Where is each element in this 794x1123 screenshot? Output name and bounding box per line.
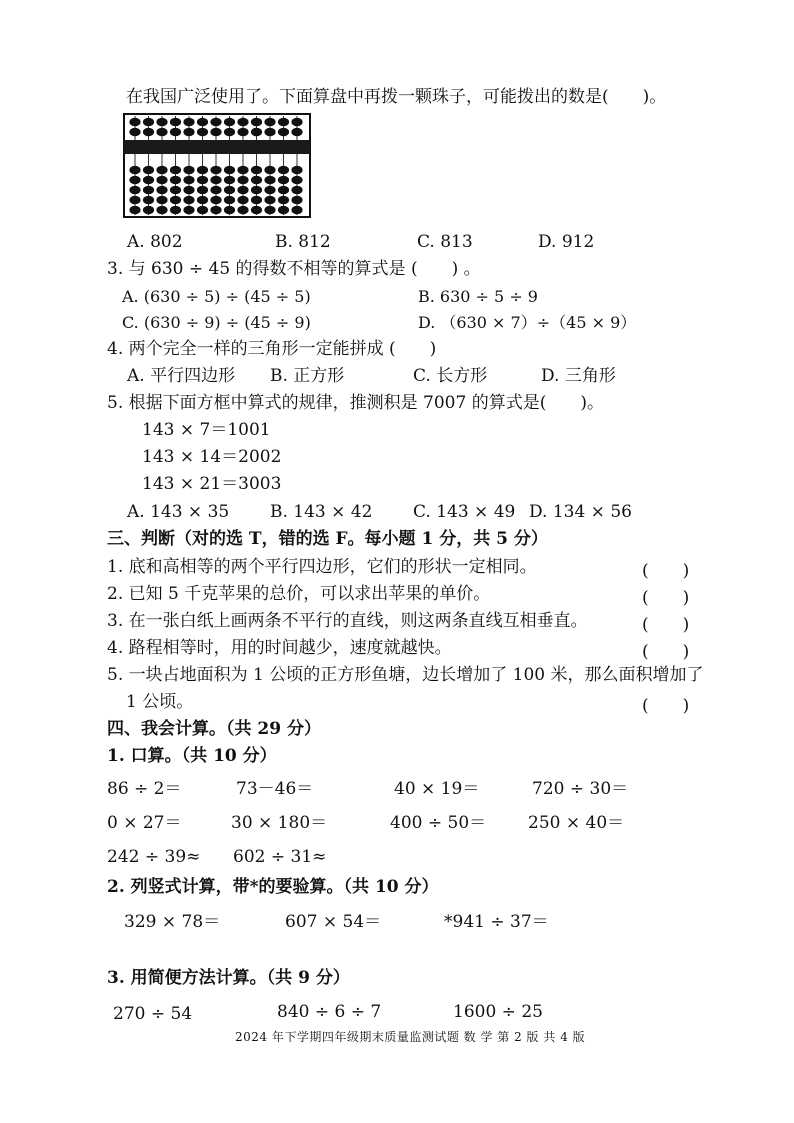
abacus-bead [224, 186, 235, 195]
abacus-bead [143, 186, 154, 195]
abacus-bead [183, 196, 194, 205]
judge-answer-bracket[interactable]: ( ) [642, 588, 690, 608]
abacus-bead [143, 206, 154, 215]
abacus-bead [278, 176, 289, 185]
q3-stem: 3. 与 630 ÷ 45 的得数不相等的算式是 ( ) 。 [107, 259, 481, 279]
abacus-bead [197, 128, 208, 137]
oral-calc-item: 720 ÷ 30＝ [532, 779, 629, 799]
abacus-bead [156, 128, 167, 137]
judge-item: 1. 底和高相等的两个平行四边形，它们的形状一定相同。 [107, 557, 537, 577]
abacus-bead [197, 196, 208, 205]
abacus-bead [251, 128, 262, 137]
page-footer: 2024 年下学期四年级期末质量监测试题 数 学 第 2 版 共 4 版 [235, 1030, 586, 1044]
q5-stem: 5. 根据下面方框中算式的规律，推测积是 7007 的算式是( )。 [107, 393, 604, 413]
judge-answer-bracket[interactable]: ( ) [642, 696, 690, 716]
abacus-bead [237, 196, 248, 205]
q5-pattern-line: 143 × 14＝2002 [142, 447, 282, 467]
abacus-bead [129, 166, 140, 175]
abacus-bead [278, 186, 289, 195]
vertical-calc-item: 329 × 78＝ [124, 912, 221, 932]
judge-item: 4. 路程相等时，用的时间越少，速度就越快。 [107, 638, 452, 658]
simple-calc-title: 3. 用简便方法计算。（共 9 分） [107, 968, 350, 988]
abacus-bead [129, 128, 140, 137]
abacus-bead [156, 186, 167, 195]
q3-option-a[interactable]: A. (630 ÷ 5) ÷ (45 ÷ 5) [122, 287, 311, 306]
oral-calc-item: 602 ÷ 31≈ [233, 847, 327, 867]
abacus-bead [291, 176, 302, 185]
abacus-bead [291, 196, 302, 205]
oral-calc-item: 242 ÷ 39≈ [107, 847, 201, 867]
abacus-bead [210, 196, 221, 205]
q4-stem: 4. 两个完全一样的三角形一定能拼成 ( ) [107, 339, 437, 359]
q4-option-d[interactable]: D. 三角形 [541, 366, 616, 386]
abacus-bead [264, 196, 275, 205]
oral-calc-item: 0 × 27＝ [107, 813, 182, 833]
abacus-bead [183, 118, 194, 127]
abacus-bead [197, 186, 208, 195]
vertical-calc-item: *941 ÷ 37＝ [444, 912, 549, 932]
abacus-bead [278, 206, 289, 215]
abacus-bead [210, 166, 221, 175]
q2-stem: 在我国广泛使用了。下面算盘中再拨一颗珠子，可能拨出的数是( )。 [126, 87, 667, 107]
simple-calc-item: 270 ÷ 54 [113, 1004, 193, 1024]
abacus-bead [237, 118, 248, 127]
abacus-bead [143, 176, 154, 185]
abacus-bead [278, 128, 289, 137]
abacus-bead [197, 118, 208, 127]
q5-option-a[interactable]: A. 143 × 35 [127, 502, 230, 522]
abacus-bead [264, 166, 275, 175]
abacus-bead [224, 176, 235, 185]
abacus-bead [210, 206, 221, 215]
abacus-bead [143, 128, 154, 137]
oral-calc-item: 86 ÷ 2＝ [107, 779, 182, 799]
q5-pattern-line: 143 × 7＝1001 [142, 420, 271, 440]
abacus-bead [224, 118, 235, 127]
judge-answer-bracket[interactable]: ( ) [642, 615, 690, 635]
abacus-bead [143, 196, 154, 205]
abacus-bead [291, 166, 302, 175]
abacus-bead [183, 206, 194, 215]
oral-calc-item: 40 × 19＝ [394, 779, 480, 799]
abacus-bead [264, 128, 275, 137]
q4-option-c[interactable]: C. 长方形 [413, 366, 488, 386]
abacus-bead [143, 166, 154, 175]
abacus-bead [156, 196, 167, 205]
abacus-bead [237, 176, 248, 185]
abacus-bead [210, 118, 221, 127]
q2-option-a[interactable]: A. 802 [127, 232, 183, 252]
abacus-bead [170, 206, 181, 215]
abacus-bead [197, 176, 208, 185]
q3-option-b[interactable]: B. 630 ÷ 5 ÷ 9 [418, 287, 538, 306]
abacus-bead [237, 206, 248, 215]
abacus-bead [237, 186, 248, 195]
abacus-bead [251, 176, 262, 185]
abacus-bead [278, 118, 289, 127]
abacus-bead [224, 128, 235, 137]
q4-option-b[interactable]: B. 正方形 [270, 366, 345, 386]
abacus-bead [170, 128, 181, 137]
abacus-bead [251, 118, 262, 127]
judge-item-continuation: 1 公顷。 [126, 692, 194, 712]
abacus-bead [251, 166, 262, 175]
q3-option-d[interactable]: D. （630 × 7）÷（45 × 9） [418, 313, 637, 332]
abacus-bead [129, 118, 140, 127]
abacus-bead [129, 206, 140, 215]
oral-calc-item: 73－46＝ [236, 779, 314, 799]
q5-option-b[interactable]: B. 143 × 42 [270, 502, 373, 522]
q2-option-d[interactable]: D. 912 [538, 232, 595, 252]
q5-pattern-line: 143 × 21＝3003 [142, 474, 282, 494]
abacus-bead [291, 186, 302, 195]
abacus-image [123, 113, 311, 218]
abacus-bead [210, 176, 221, 185]
abacus-bead [224, 196, 235, 205]
abacus-bead [264, 176, 275, 185]
abacus-bead [264, 186, 275, 195]
abacus-bead [291, 206, 302, 215]
abacus-bead [251, 196, 262, 205]
q2-option-c[interactable]: C. 813 [417, 232, 473, 252]
abacus-bead [291, 118, 302, 127]
abacus-bead [183, 186, 194, 195]
abacus-bead [129, 176, 140, 185]
simple-calc-item: 840 ÷ 6 ÷ 7 [277, 1002, 382, 1022]
abacus-bead [170, 176, 181, 185]
abacus-bead [156, 176, 167, 185]
abacus-bead [237, 166, 248, 175]
abacus-bead [129, 186, 140, 195]
judge-answer-bracket[interactable]: ( ) [642, 642, 690, 662]
abacus-bead [278, 196, 289, 205]
q4-option-a[interactable]: A. 平行四边形 [127, 366, 236, 386]
section4-heading: 四、我会计算。（共 29 分） [107, 719, 321, 739]
oral-calc-item: 250 × 40＝ [528, 813, 625, 833]
q5-option-d[interactable]: D. 134 × 56 [529, 502, 632, 522]
abacus-bead [156, 166, 167, 175]
abacus-bead [251, 186, 262, 195]
vertical-calc-item: 607 × 54＝ [285, 912, 382, 932]
abacus-bead [197, 166, 208, 175]
oral-calc-item: 30 × 180＝ [231, 813, 328, 833]
abacus-bead [170, 118, 181, 127]
oral-calc-title: 1. 口算。（共 10 分） [107, 746, 277, 766]
section3-heading: 三、判断（对的选 T，错的选 F。每小题 1 分，共 5 分） [107, 529, 548, 549]
abacus-bead [156, 118, 167, 127]
abacus-bead [224, 166, 235, 175]
abacus-bead [224, 206, 235, 215]
abacus-bead [291, 128, 302, 137]
abacus-bead [210, 186, 221, 195]
judge-item: 5. 一块占地面积为 1 公顷的正方形鱼塘，边长增加了 100 米，那么面积增加了 [107, 665, 704, 685]
abacus-bead [278, 166, 289, 175]
q2-option-b[interactable]: B. 812 [275, 232, 331, 252]
abacus-bead [170, 166, 181, 175]
abacus-bead [183, 176, 194, 185]
abacus-bead [197, 206, 208, 215]
judge-item: 2. 已知 5 千克苹果的总价，可以求出苹果的单价。 [107, 584, 491, 604]
abacus-bead [143, 118, 154, 127]
simple-calc-item: 1600 ÷ 25 [453, 1002, 543, 1022]
abacus-bead [170, 186, 181, 195]
oral-calc-item: 400 ÷ 50＝ [390, 813, 487, 833]
abacus-bead [170, 196, 181, 205]
judge-item: 3. 在一张白纸上画两条不平行的直线，则这两条直线互相垂直。 [107, 611, 588, 631]
q3-option-c[interactable]: C. (630 ÷ 9) ÷ (45 ÷ 9) [122, 313, 311, 332]
abacus-bead [210, 128, 221, 137]
abacus-bead [237, 128, 248, 137]
abacus-bead [156, 206, 167, 215]
abacus-bead [183, 166, 194, 175]
abacus-bead [264, 206, 275, 215]
abacus-bead [264, 118, 275, 127]
vertical-calc-title: 2. 列竖式计算，带*的要验算。（共 10 分） [107, 877, 439, 897]
abacus-bead [183, 128, 194, 137]
abacus-bead [251, 206, 262, 215]
judge-answer-bracket[interactable]: ( ) [642, 561, 690, 581]
q5-option-c[interactable]: C. 143 × 49 [413, 502, 516, 522]
abacus-bead [129, 196, 140, 205]
